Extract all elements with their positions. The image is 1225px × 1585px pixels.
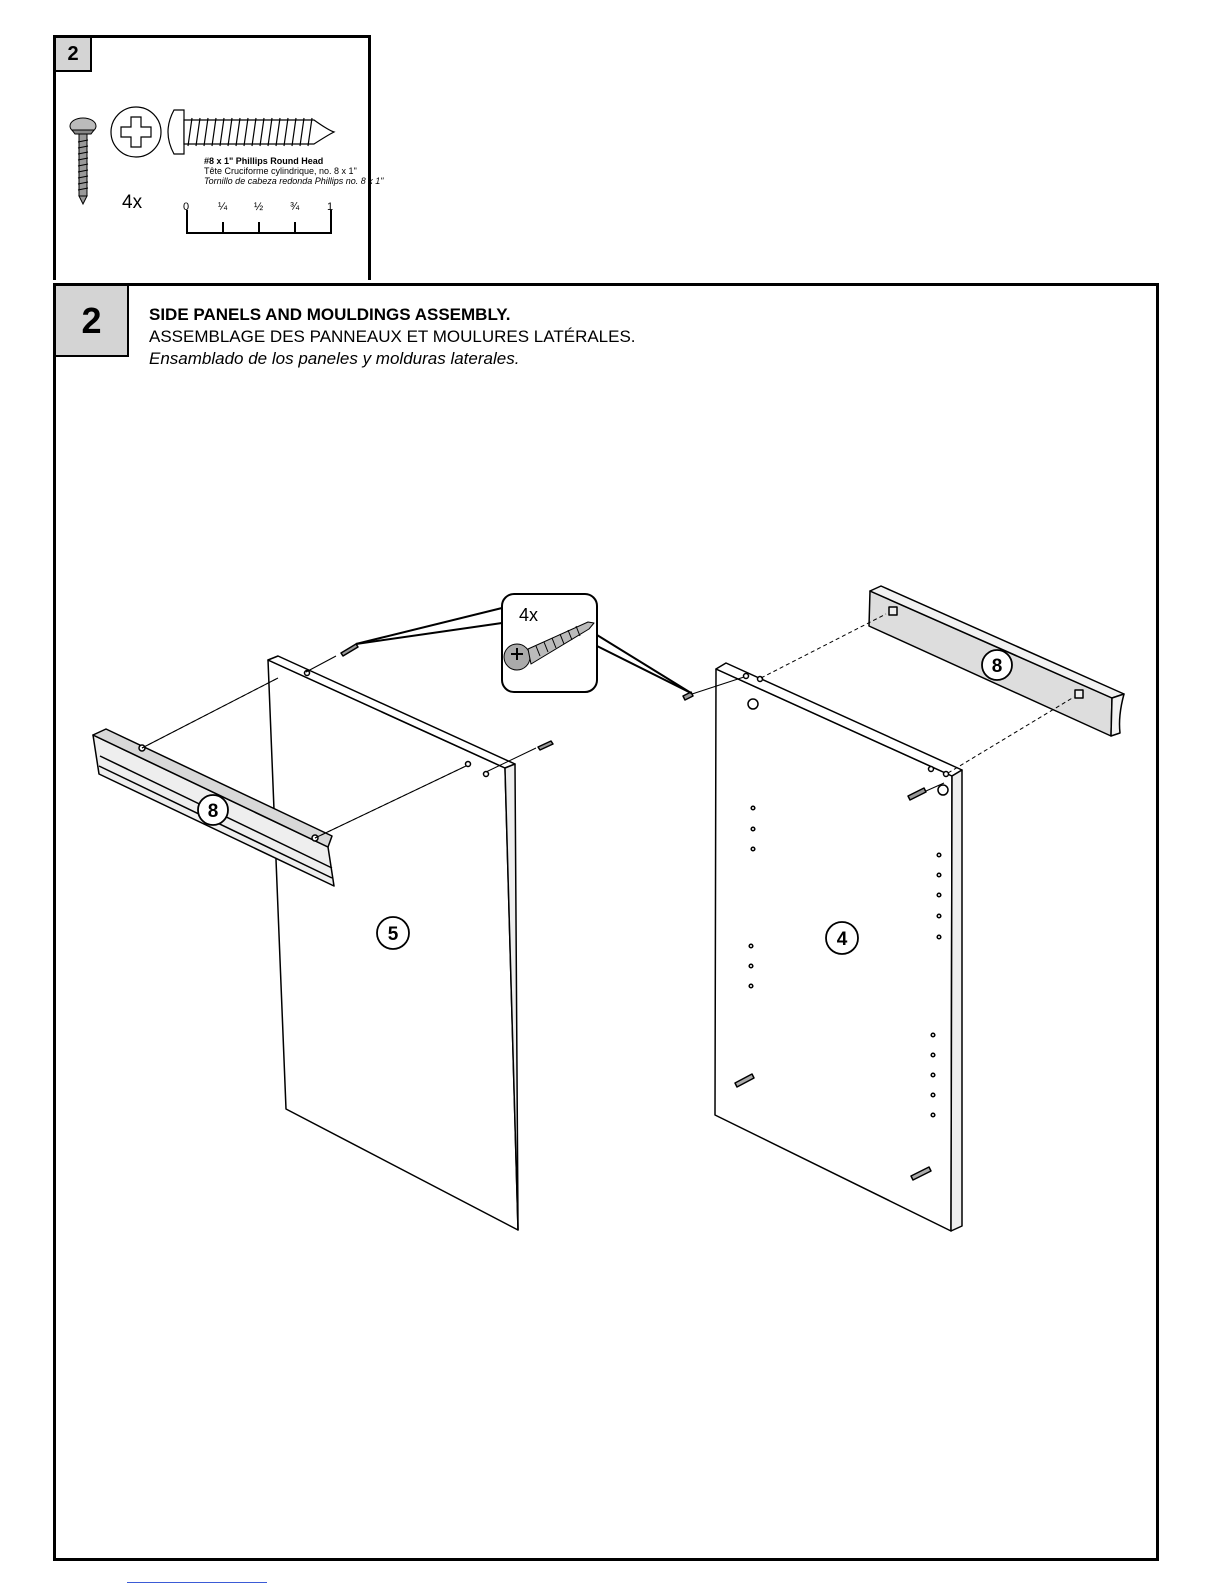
ruler-label: 0 (183, 201, 190, 213)
step-title-es: Ensamblado de los paneles y molduras laterales. (149, 349, 520, 368)
part-number-right-moulding: 8 (991, 656, 1003, 677)
inch-ruler (187, 210, 331, 234)
ruler-label: ¾ (290, 201, 300, 213)
hardware-step-number: 2 (56, 38, 92, 72)
hardware-box (53, 35, 384, 280)
screw-icon (70, 118, 96, 204)
assembly-drawing (56, 286, 1156, 1558)
step-box (53, 283, 1159, 1561)
screw-name-fr: Tête Cruciforme cylindrique, no. 8 x 1" (204, 166, 357, 176)
screw-name-en: #8 x 1" Phillips Round Head (204, 156, 324, 166)
step-title-en: SIDE PANELS AND MOULDINGS ASSEMBLY. (149, 305, 511, 324)
screw-name-es: Tornillo de cabeza redonda Phillips no. 8 x 1" (204, 176, 384, 186)
part-number-left-panel: 5 (387, 924, 399, 945)
step-title-fr: ASSEMBLAGE DES PANNEAUX ET MOULURES LATÉRALES. (149, 327, 636, 346)
step-number: 2 (56, 286, 129, 357)
part-number-right-panel: 4 (836, 929, 848, 950)
ruler-label: ½ (254, 201, 264, 213)
ruler-label: 1 (327, 201, 334, 213)
phillips-head-icon (111, 107, 161, 157)
screw-quantity: 4x (122, 192, 143, 213)
footer-link-underline (127, 1582, 267, 1583)
screw-profile-icon (168, 110, 334, 154)
part-number-left-moulding: 8 (207, 801, 219, 822)
callout-quantity: 4x (519, 605, 539, 625)
ruler-label: ¼ (218, 201, 228, 213)
